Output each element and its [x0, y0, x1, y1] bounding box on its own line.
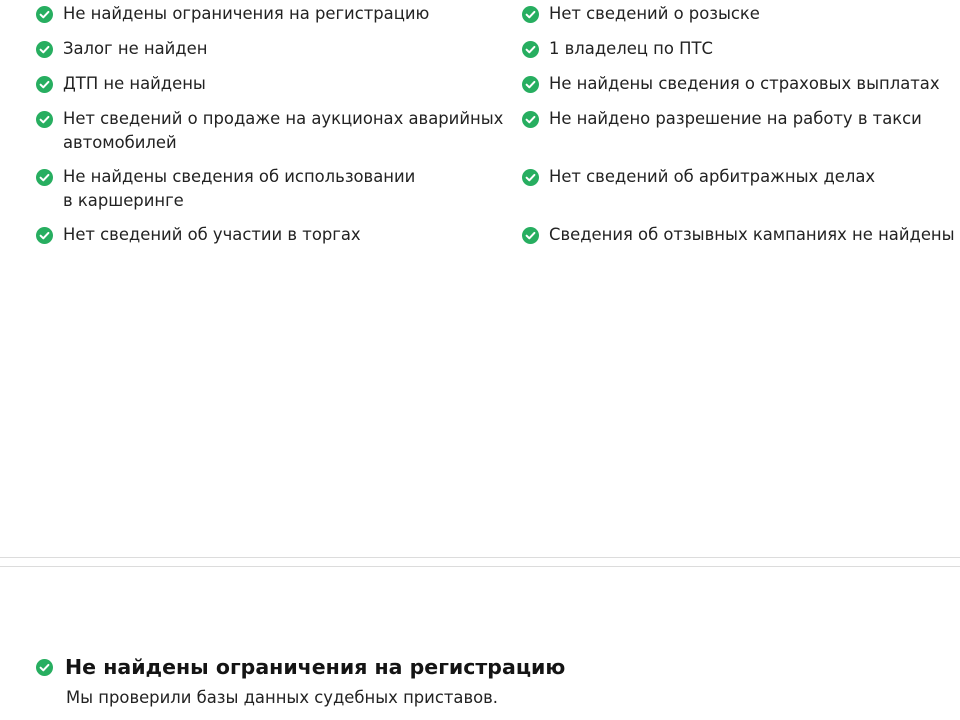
check-circle-icon — [36, 659, 53, 676]
section-header — [36, 654, 936, 680]
check-circle-icon — [36, 111, 53, 128]
check-circle-icon — [522, 227, 539, 244]
check-circle-icon — [522, 111, 539, 128]
check-item-label: Не найдены сведения об использовании в каршеринге — [63, 167, 416, 210]
check-item-carsharing — [36, 165, 506, 213]
check-item-label: Нет сведений о розыске — [549, 4, 760, 23]
check-item-label: Не найдены ограничения на регистрацию — [63, 4, 430, 23]
check-item-tenders — [36, 223, 506, 247]
check-circle-icon — [522, 41, 539, 58]
check-item-owners — [522, 37, 960, 61]
check-item-recall-campaigns — [522, 223, 960, 247]
check-item-accidents — [36, 72, 506, 96]
check-item-label: Нет сведений об участии в торгах — [63, 225, 361, 244]
check-item-taxi-permit — [522, 107, 960, 131]
check-item-label: Не найдено разрешение на работу в такси — [549, 109, 922, 128]
check-item-pledge — [36, 37, 506, 61]
check-circle-icon — [36, 6, 53, 23]
check-circle-icon — [36, 76, 53, 93]
registration-restrictions-section — [36, 654, 936, 709]
section-divider — [0, 557, 960, 567]
check-item-label: Сведения об отзывных кампаниях не найдены — [549, 225, 955, 244]
check-item-wanted — [522, 2, 960, 26]
check-circle-icon — [36, 41, 53, 58]
check-item-label: ДТП не найдены — [63, 74, 206, 93]
check-item-label: Нет сведений о продаже на аукционах аварийных автомобилей — [63, 109, 504, 152]
check-circle-icon — [522, 6, 539, 23]
check-circle-icon — [36, 169, 53, 186]
check-item-label: Залог не найден — [63, 39, 208, 58]
check-circle-icon — [522, 169, 539, 186]
check-circle-icon — [522, 76, 539, 93]
check-item-arbitration — [522, 165, 960, 189]
check-item-salvage-auctions — [36, 107, 506, 155]
check-circle-icon — [36, 227, 53, 244]
check-item-label: Нет сведений об арбитражных делах — [549, 167, 876, 186]
section-description: Мы проверили базы данных судебных приставов. — [66, 688, 498, 707]
check-item-insurance-payouts — [522, 72, 960, 96]
check-item-label: Не найдены сведения о страховых выплатах — [549, 74, 940, 93]
check-item-label: 1 владелец по ПТС — [549, 39, 713, 58]
section-title: Не найдены ограничения на регистрацию — [65, 655, 566, 679]
check-item-registration-restrictions — [36, 2, 506, 26]
